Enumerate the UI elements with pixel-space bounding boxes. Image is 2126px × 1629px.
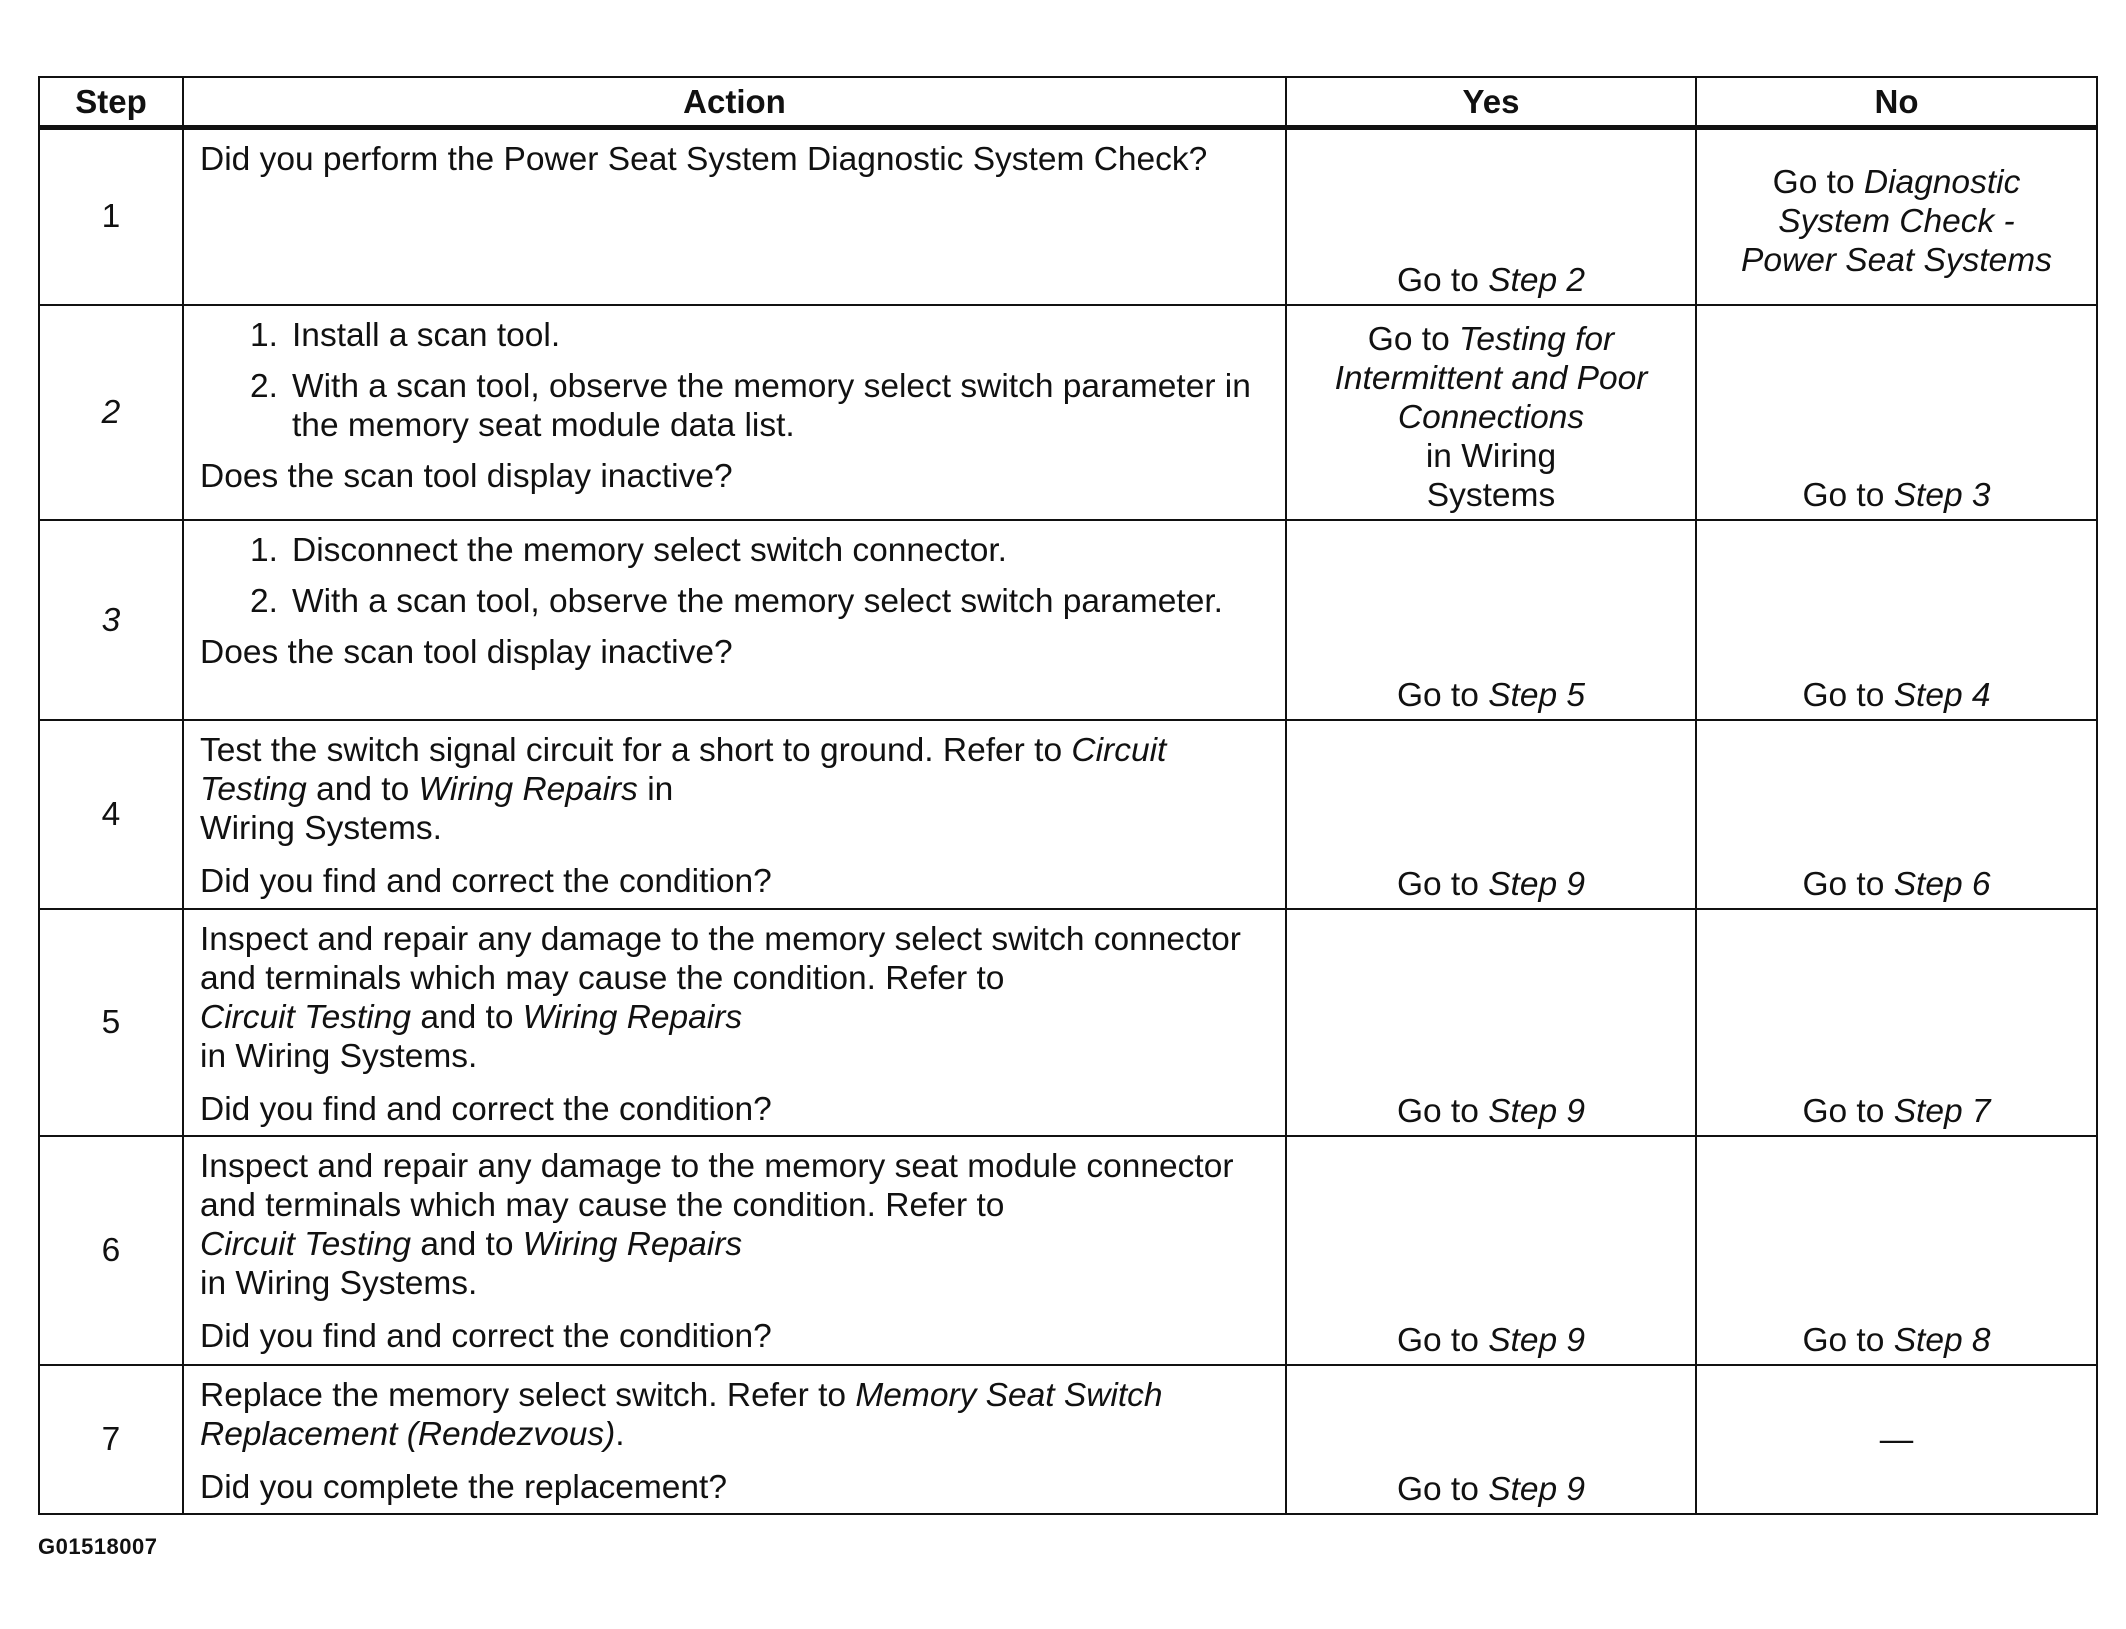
action-question: Did you find and correct the condition? — [200, 863, 772, 900]
yes-link[interactable]: Testing for Intermittent and Poor Connections — [1334, 321, 1648, 436]
table-row — [39, 1136, 2097, 1365]
no-prefix: Go to — [1772, 164, 1864, 202]
step-number: 7 — [39, 1365, 183, 1514]
no-link[interactable]: Step 3 — [1893, 477, 1991, 514]
list-item: 1. Disconnect the memory select switch connector. — [250, 532, 1007, 569]
list-item: 2. With a scan tool, observe the memory select switch parameter. — [250, 583, 1223, 620]
circuit-testing-link[interactable]: Circuit Testing — [200, 999, 412, 1036]
yes-cell — [1286, 1136, 1696, 1365]
action-text: Inspect and repair any damage to the memory seat module connector and terminals which may cause the condition. Refer to Circuit Testing and to Wiring Repairs in Wiring Systems. — [200, 1148, 1234, 1302]
no-prefix: Go to — [1802, 1093, 1894, 1130]
no-cell — [1696, 720, 2097, 909]
action-cell — [183, 909, 1286, 1136]
yes-link[interactable]: Step 9 — [1488, 1093, 1586, 1130]
yes-prefix: Go to — [1396, 1471, 1489, 1508]
yes-cell — [1286, 520, 1696, 720]
yes-cell — [1286, 127, 1696, 305]
action-question: Did you complete the replacement? — [200, 1469, 727, 1506]
yes-prefix: Go to — [1367, 321, 1460, 358]
action-cell — [183, 305, 1286, 520]
yes-link[interactable]: Step 9 — [1488, 866, 1586, 903]
action-question: Does the scan tool display inactive? — [200, 458, 733, 495]
header-step: Step — [39, 77, 183, 127]
header-no: No — [1696, 77, 2097, 127]
no-prefix: Go to — [1802, 866, 1894, 903]
diagnostic-table — [38, 76, 2098, 1515]
wiring-repairs-link[interactable]: Wiring Repairs — [522, 1226, 743, 1263]
circuit-testing-link[interactable]: Circuit Testing — [200, 732, 1167, 808]
header-yes: Yes — [1286, 77, 1696, 127]
table-row — [39, 127, 2097, 305]
action-question: Does the scan tool display inactive? — [200, 634, 733, 671]
action-text: Test the switch signal circuit for a short to ground. Refer to Circuit Testing and to Wiring Repairs in Wiring Systems. — [200, 732, 1167, 847]
step-number: 3 — [39, 520, 183, 720]
yes-prefix: Go to — [1396, 1093, 1489, 1130]
yes-link[interactable]: Step 9 — [1488, 1471, 1586, 1508]
table-row — [39, 1365, 2097, 1514]
table-row — [39, 720, 2097, 909]
step-number: 2 — [39, 305, 183, 520]
action-question: Did you find and correct the condition? — [200, 1091, 772, 1128]
no-prefix: Go to — [1802, 677, 1894, 714]
no-cell — [1696, 305, 2097, 520]
yes-link[interactable]: Step 2 — [1488, 262, 1586, 299]
wiring-repairs-link[interactable]: Wiring Repairs — [418, 771, 638, 808]
no-dash: — — [1879, 1421, 1914, 1458]
list-item: 1. Install a scan tool. — [250, 317, 561, 354]
yes-suffix: Systems — [1426, 477, 1556, 514]
yes-cell — [1286, 1365, 1696, 1514]
yes-link[interactable]: Step 5 — [1488, 677, 1586, 714]
memory-seat-switch-replacement-link[interactable]: Memory Seat Switch Replacement (Rendezvous) — [200, 1377, 1163, 1453]
wiring-repairs-link[interactable]: Wiring Repairs — [522, 999, 743, 1036]
no-link[interactable]: Step 7 — [1893, 1093, 1991, 1130]
action-text: Replace the memory select switch. Refer to Memory Seat Switch Replacement (Rendezvous). — [200, 1377, 1163, 1453]
yes-link[interactable]: Step 9 — [1488, 1322, 1586, 1359]
no-prefix: Go to — [1802, 1322, 1894, 1359]
action-question: Did you perform the Power Seat System Diagnostic System Check? — [200, 140, 1208, 178]
yes-prefix: Go to — [1396, 262, 1489, 299]
no-cell — [1696, 127, 2097, 305]
yes-cell — [1286, 305, 1696, 520]
action-cell — [183, 1136, 1286, 1365]
action-text: Inspect and repair any damage to the memory select switch connector and terminals which may cause the condition. Refer to Circuit Testing and to Wiring Repairs in Wiring Systems. — [200, 921, 1241, 1075]
yes-cell — [1286, 909, 1696, 1136]
header-action: Action — [183, 77, 1286, 127]
no-link[interactable]: Step 4 — [1893, 677, 1991, 714]
yes-prefix: Go to — [1396, 866, 1489, 903]
circuit-testing-link[interactable]: Circuit Testing — [200, 1226, 412, 1263]
figure-code: G01518007 — [38, 1534, 158, 1559]
step-number: 4 — [39, 720, 183, 909]
no-prefix: Go to — [1802, 477, 1894, 514]
yes-cell — [1286, 720, 1696, 909]
no-cell — [1696, 909, 2097, 1136]
table-row — [39, 520, 2097, 720]
action-cell — [183, 720, 1286, 909]
no-link[interactable]: Diagnostic System Check - Power Seat Systems — [1741, 164, 2052, 280]
table-row — [39, 305, 2097, 520]
yes-prefix: Go to — [1396, 677, 1489, 714]
step-number: 1 — [39, 127, 183, 305]
yes-prefix: Go to — [1396, 1322, 1489, 1359]
list-item: 2. With a scan tool, observe the memory select switch parameter in the memory seat module data list. — [250, 368, 1251, 444]
no-link[interactable]: Step 8 — [1893, 1322, 1991, 1359]
action-cell — [183, 520, 1286, 720]
yes-suffix: in Wiring — [1425, 438, 1557, 475]
no-cell — [1696, 1136, 2097, 1365]
no-link[interactable]: Step 6 — [1893, 866, 1991, 903]
action-cell — [183, 127, 1286, 305]
header-row — [39, 77, 2097, 127]
no-cell — [1696, 1365, 2097, 1514]
action-question: Did you find and correct the condition? — [200, 1318, 772, 1355]
step-number: 5 — [39, 909, 183, 1136]
no-cell — [1696, 520, 2097, 720]
step-number: 6 — [39, 1136, 183, 1365]
action-cell — [183, 1365, 1286, 1514]
table-row — [39, 909, 2097, 1136]
